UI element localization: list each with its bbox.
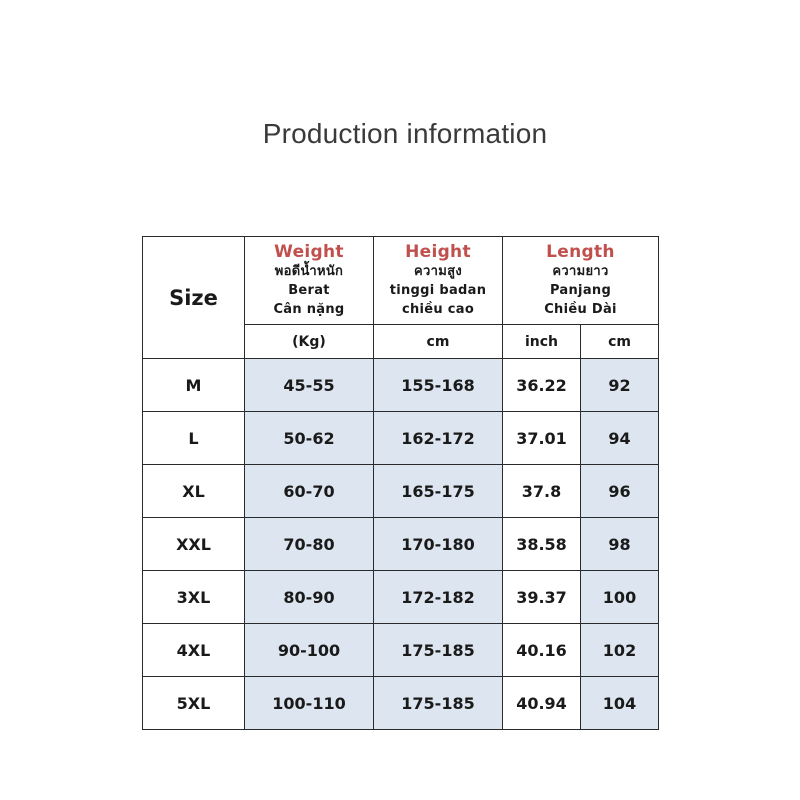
height-cell: 155-168 <box>374 359 503 412</box>
length-inch-cell: 37.8 <box>503 465 581 518</box>
length-cm-cell: 102 <box>581 624 659 677</box>
weight-label: Weight <box>274 241 344 262</box>
table-row <box>143 624 659 677</box>
weight-cell: 100-110 <box>245 677 374 730</box>
weight-cell: 80-90 <box>245 571 374 624</box>
size-cell: XXL <box>143 518 245 571</box>
weight-cell: 70-80 <box>245 518 374 571</box>
table-row <box>143 412 659 465</box>
height-label: Height <box>405 241 471 262</box>
height-column-header <box>374 237 503 325</box>
weight-label-malay: Berat <box>288 282 330 298</box>
weight-cell: 90-100 <box>245 624 374 677</box>
size-column-header: Size <box>143 237 245 359</box>
height-cell: 165-175 <box>374 465 503 518</box>
length-cm-cell: 98 <box>581 518 659 571</box>
table-row <box>143 518 659 571</box>
size-cell: 4XL <box>143 624 245 677</box>
length-inch-cell: 40.94 <box>503 677 581 730</box>
length-inch-cell: 39.37 <box>503 571 581 624</box>
length-inch-cell: 37.01 <box>503 412 581 465</box>
length-inch-cell: 38.58 <box>503 518 581 571</box>
table-row <box>143 359 659 412</box>
length-cm-unit: cm <box>581 325 659 359</box>
weight-label-viet: Cân nặng <box>273 301 345 317</box>
length-inch-cell: 40.16 <box>503 624 581 677</box>
size-cell: 5XL <box>143 677 245 730</box>
weight-cell: 45-55 <box>245 359 374 412</box>
height-unit: cm <box>374 325 503 359</box>
weight-unit: (Kg) <box>245 325 374 359</box>
length-label-malay: Panjang <box>549 282 612 298</box>
length-label: Length <box>546 241 615 262</box>
size-cell: M <box>143 359 245 412</box>
table-row <box>143 571 659 624</box>
size-chart-table <box>142 236 659 730</box>
height-cell: 170-180 <box>374 518 503 571</box>
height-label-thai: ความสูง <box>414 263 462 279</box>
page-title: Production information <box>262 118 548 149</box>
table-row <box>143 677 659 730</box>
weight-cell: 60-70 <box>245 465 374 518</box>
weight-label-thai: พอดีน้ำหนัก <box>274 263 344 279</box>
size-cell: XL <box>143 465 245 518</box>
length-inch-unit: inch <box>503 325 581 359</box>
height-label-viet: chiều cao <box>401 301 475 317</box>
height-label-malay: tinggi badan <box>389 282 487 298</box>
length-cm-cell: 94 <box>581 412 659 465</box>
length-label-viet: Chiều Dài <box>544 301 617 317</box>
length-label-thai: ความยาว <box>552 263 609 279</box>
weight-column-header <box>245 237 374 325</box>
height-cell: 172-182 <box>374 571 503 624</box>
height-cell: 175-185 <box>374 677 503 730</box>
length-cm-cell: 92 <box>581 359 659 412</box>
length-column-header <box>503 237 659 325</box>
table-row <box>143 465 659 518</box>
height-cell: 175-185 <box>374 624 503 677</box>
header-row <box>143 237 659 325</box>
size-cell: 3XL <box>143 571 245 624</box>
length-cm-cell: 104 <box>581 677 659 730</box>
weight-cell: 50-62 <box>245 412 374 465</box>
length-cm-cell: 96 <box>581 465 659 518</box>
length-inch-cell: 36.22 <box>503 359 581 412</box>
height-cell: 162-172 <box>374 412 503 465</box>
size-cell: L <box>143 412 245 465</box>
length-cm-cell: 100 <box>581 571 659 624</box>
